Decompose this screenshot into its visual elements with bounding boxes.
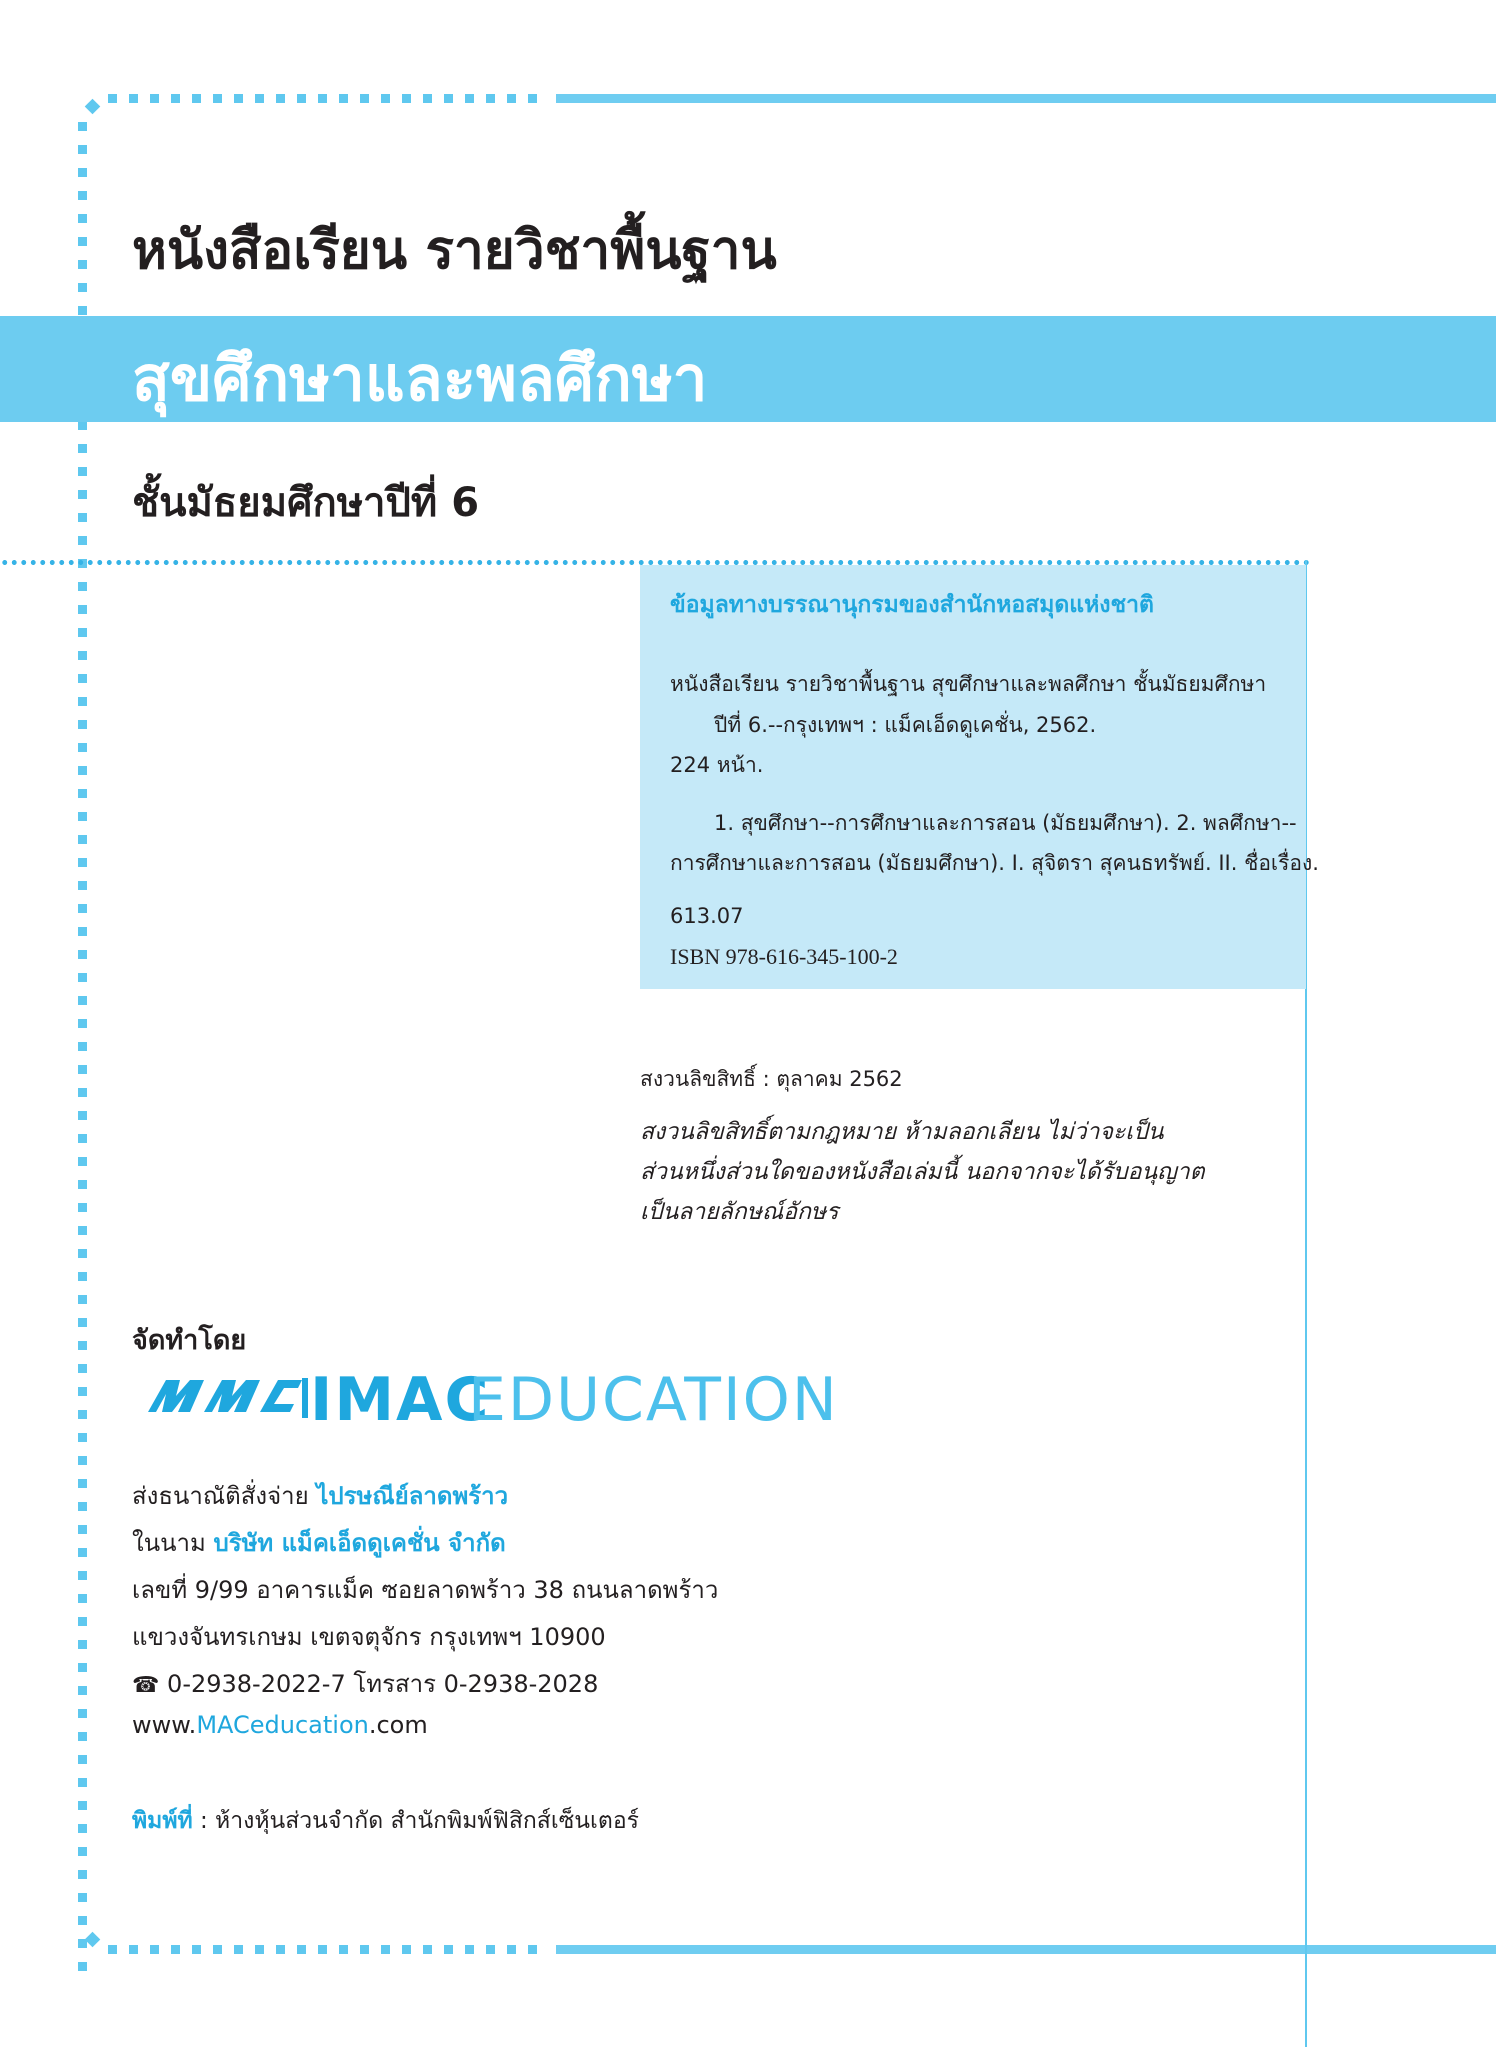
copyright-notice: สงวนลิขสิทธิ์ : ตุลาคม 2562 [640,1067,903,1091]
catalog-heading: ข้อมูลทางบรรณานุกรมของสำนักหอสมุดแห่งชาติ [670,592,1154,618]
frame-top-dashes [108,94,548,103]
phone-line [132,1664,598,1703]
money-order-value: ไปรษณีย์ลาดพร้าว [316,1482,509,1510]
logo-education-text: EDUCATION [468,1365,839,1435]
web-brand: MACeducation [196,1711,369,1739]
catalog-isbn: ISBN 978-616-345-100-2 [670,944,898,969]
frame-corner-bottom [85,1932,101,1948]
mac-logo-mark [146,1374,304,1414]
catalog-line: การศึกษาและการสอน (มัธยมศึกษา). I. สุจิตรา สุคนธทรัพย์. II. ชื่อเรื่อง. [670,851,1319,875]
payee-label: ในนาม [132,1529,206,1557]
logo-imac-text: IMAC [310,1365,491,1435]
money-order-label: ส่งธนาณัติสั่งจ่าย [132,1482,309,1510]
printer-value: : ห้างหุ้นส่วนจำกัด สำนักพิมพ์ฟิสิกส์เซ็นเตอร์ [192,1808,639,1834]
printer-label: พิมพ์ที่ [132,1808,193,1834]
subject-title: สุขศึกษาและพลศึกษา [132,342,708,415]
money-order-line [132,1476,508,1515]
frame-top-line [556,94,1496,103]
phone-icon: ☎ [132,1673,160,1698]
address-line: แขวงจันทรเกษม เขตจตุจักร กรุงเทพฯ 10900 [132,1623,606,1651]
frame-bottom-dashes [108,1945,548,1954]
printer-line [132,1803,639,1839]
catalog-line: หนังสือเรียน รายวิชาพื้นฐาน สุขศึกษาและพลศึกษา ชั้นมัธยมศึกษา [670,672,1267,696]
web-prefix: www. [132,1711,197,1739]
frame-corner-top [85,99,101,115]
copyright-text: สงวนลิขสิทธิ์ตามกฎหมาย ห้ามลอกเลียน ไม่ว่าจะเป็น [640,1119,1164,1145]
grade-title: ชั้นมัธยมศึกษาปีที่ 6 [132,480,480,526]
catalog-classification: 613.07 [670,904,744,928]
web-suffix: .com [368,1711,428,1739]
payee-value: บริษัท แม็คเอ็ดดูเคชั่น จำกัด [213,1529,506,1557]
made-by-label: จัดทำโดย [132,1325,247,1356]
book-series-title: หนังสือเรียน รายวิชาพื้นฐาน [132,220,777,281]
catalog-line: ปีที่ 6.--กรุงเทพฯ : แม็คเอ็ดดูเคชั่น, 2562. [714,713,1097,737]
catalog-line: 224 หน้า. [670,753,764,777]
website-link[interactable] [132,1711,428,1739]
logo-divider [302,1378,308,1418]
phone-numbers: 0-2938-2022-7 โทรสาร 0-2938-2028 [167,1670,599,1698]
address-line: เลขที่ 9/99 อาคารแม็ค ซอยลาดพร้าว 38 ถนนลาดพร้าว [132,1576,719,1604]
catalog-line: 1. สุขศึกษา--การศึกษาและการสอน (มัธยมศึกษา). 2. พลศึกษา-- [714,811,1297,835]
copyright-text: ส่วนหนึ่งส่วนใดของหนังสือเล่มนี้ นอกจากจะได้รับอนุญาต [640,1159,1205,1185]
copyright-text: เป็นลายลักษณ์อักษร [640,1199,839,1225]
frame-bottom-line [556,1945,1496,1954]
payee-line [132,1523,506,1562]
